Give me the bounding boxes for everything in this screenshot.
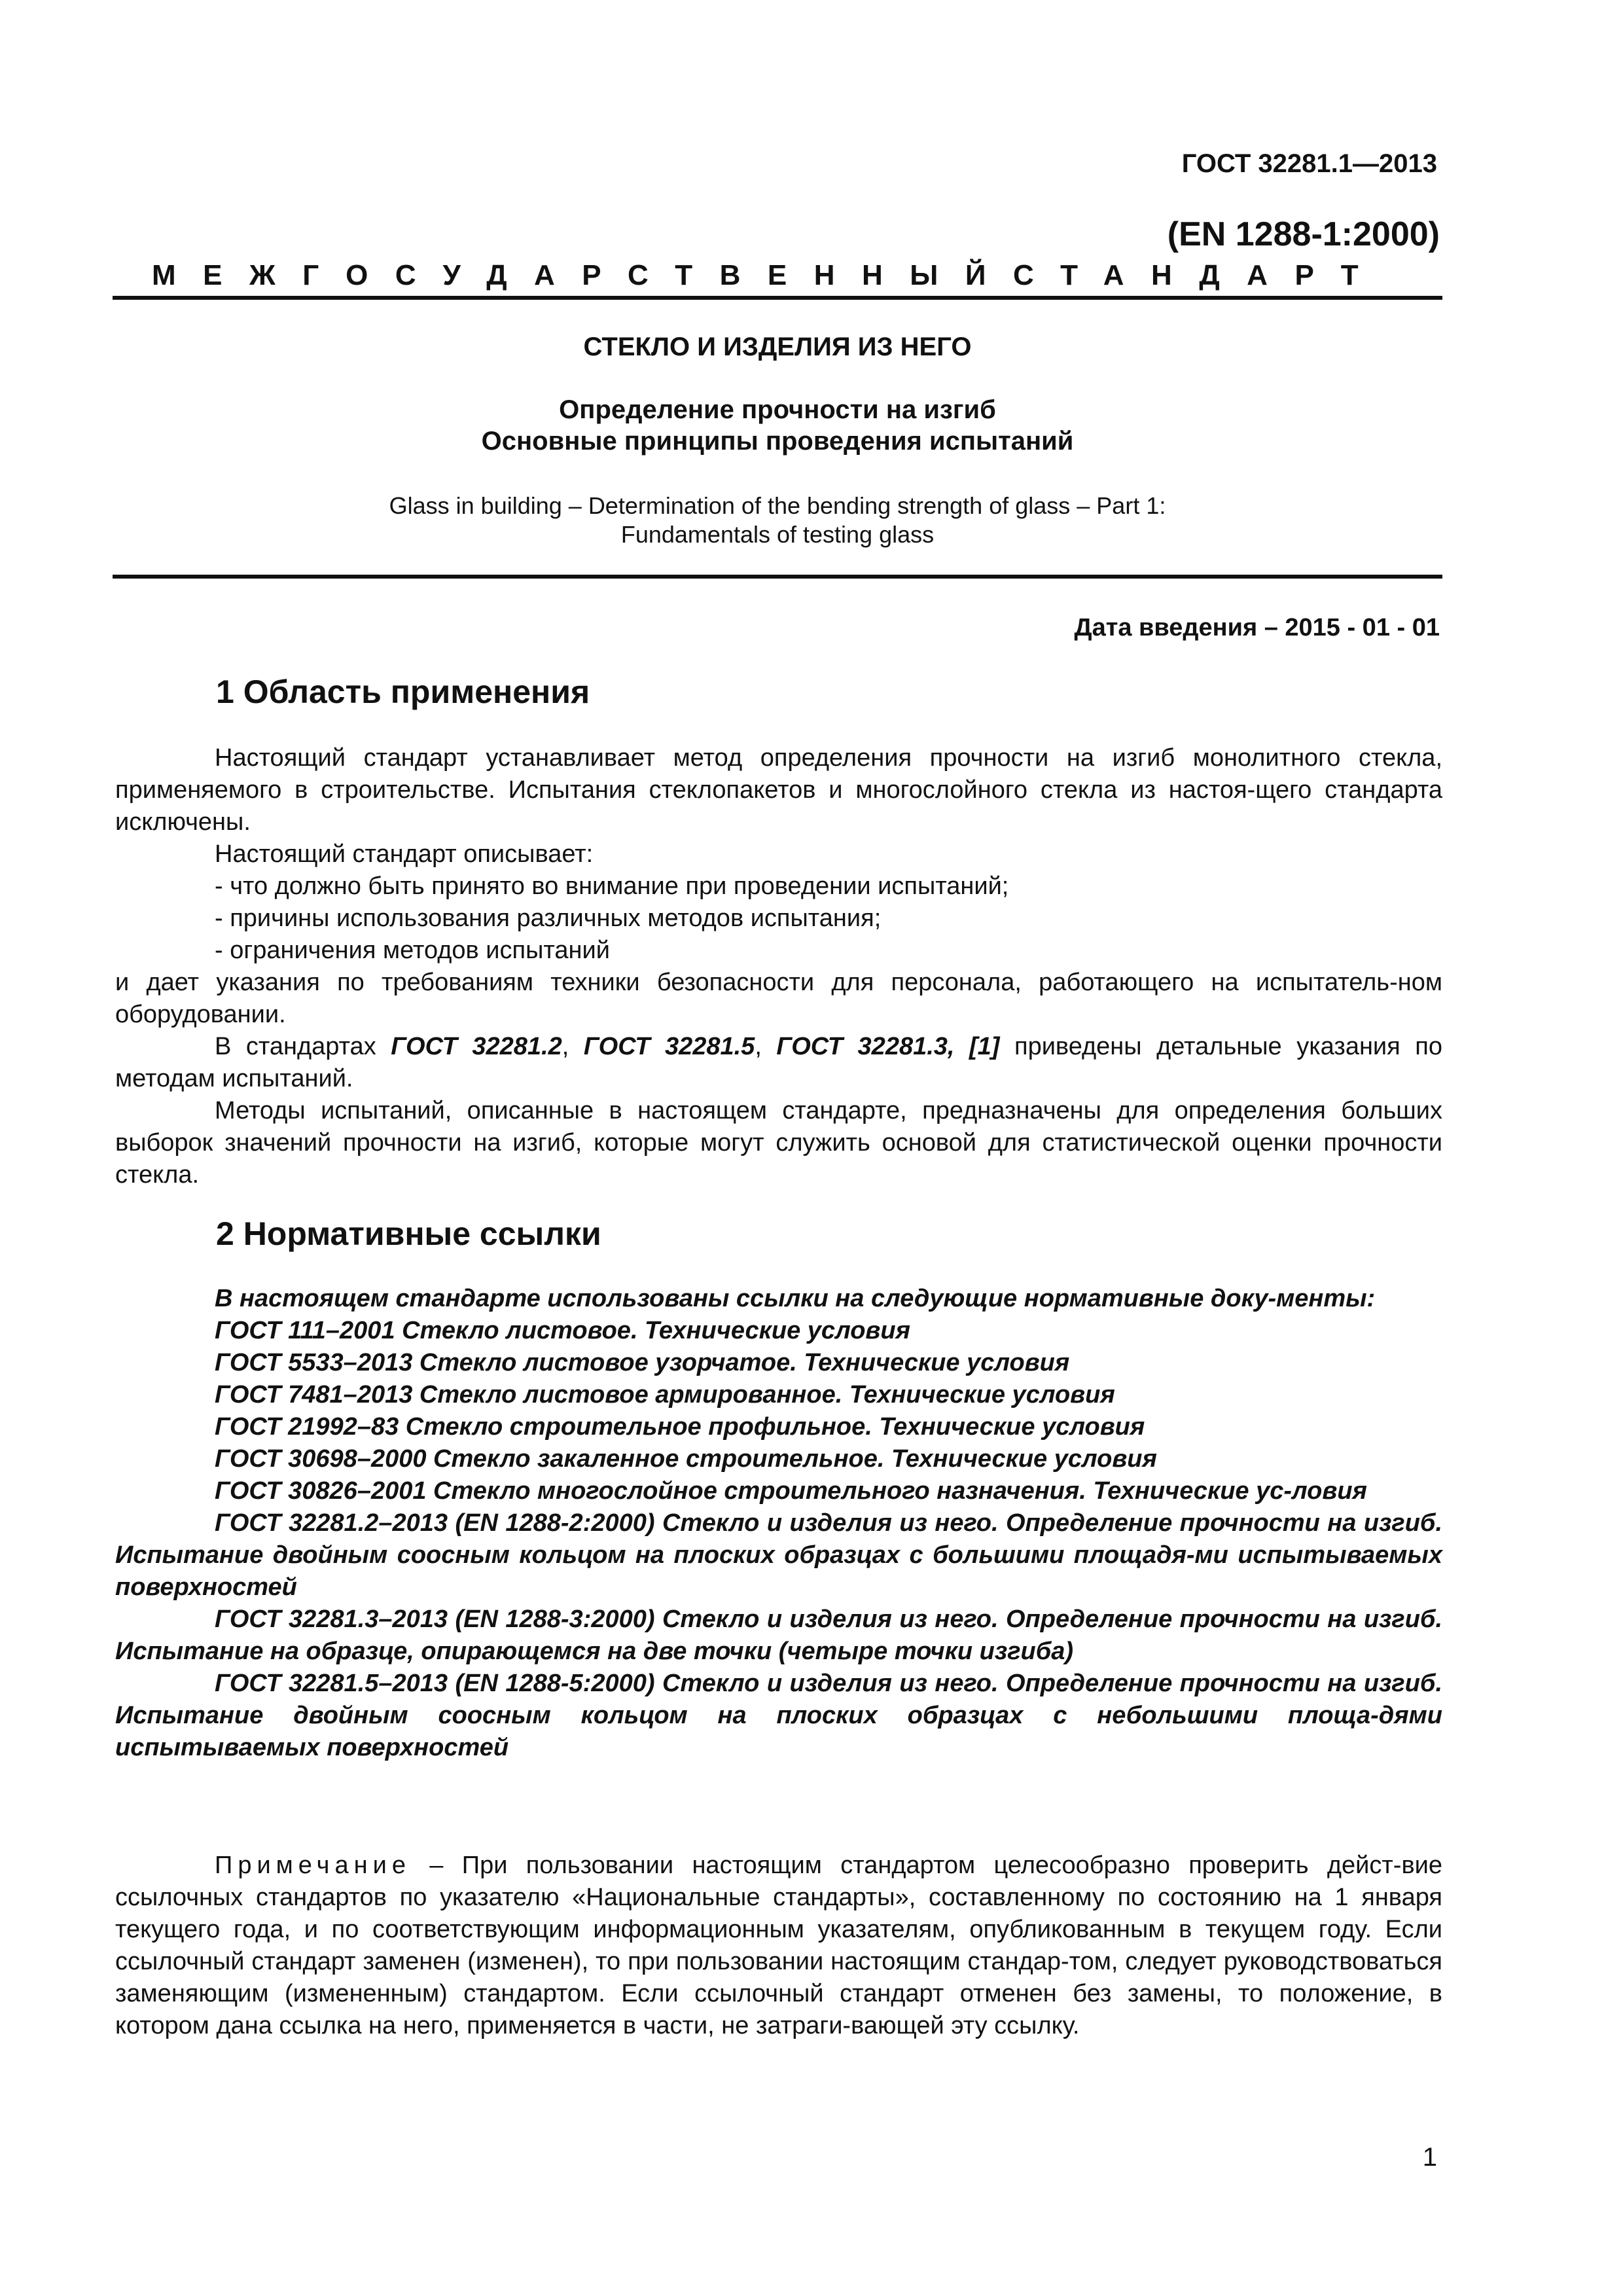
text: В стандартах	[215, 1033, 391, 1060]
section-1-heading: 1 Область применения	[216, 673, 590, 710]
reference-item: ГОСТ 111–2001 Стекло листовое. Технические условия	[215, 1317, 910, 1344]
subtitle-2: Основные принципы проведения испытаний	[481, 427, 1074, 456]
section-1-body	[115, 742, 1442, 1191]
reference-item: ГОСТ 7481–2013 Стекло листовое армированное. Технические условия	[215, 1381, 1115, 1408]
normative-references-list	[115, 1283, 1442, 1764]
standard-reference: ГОСТ 32281.2	[391, 1033, 562, 1060]
reference-item: ГОСТ 32281.3–2013 (EN 1288-3:2000) Стекло и изделия из него. Определение прочности на изгиб. Испытание на образце, опирающемся на две точки (четыре точки изгиба)	[115, 1605, 1442, 1665]
reference-item: ГОСТ 5533–2013 Стекло листовое узорчатое. Технические условия	[215, 1349, 1070, 1376]
note-paragraph	[115, 1850, 1442, 2042]
reference-item: ГОСТ 32281.5–2013 (EN 1288-5:2000) Стекло и изделия из него. Определение прочности на изгиб. Испытание двойным соосным кольцом на плоских образцах с небольшими площа-дями испытываемых поверхностей	[115, 1670, 1442, 1761]
main-title: СТЕКЛО И ИЗДЕЛИЯ ИЗ НЕГО	[583, 332, 972, 361]
text: ,	[755, 1033, 777, 1060]
en-equivalent-number: (EN 1288-1:2000)	[1167, 215, 1440, 253]
subtitle-1: Определение прочности на изгиб	[559, 395, 996, 424]
english-title-line-2: Fundamentals of testing glass	[620, 521, 935, 548]
text: приведены детальные указания по методам испытаний.	[115, 1033, 1442, 1092]
note-label: Примечание	[215, 1852, 411, 1879]
paragraph-references	[115, 1031, 1442, 1095]
note-text: – При пользовании настоящим стандартом целесообразно проверить дейст-вие ссылочных стандартов по указателю «Национальные стандарты», составленному по состоянию на 1 января текущего года, и по соответствующим информационным указателям, опубликованным в текущем году. Если ссылочный стандарт заменен (изменен), то при пользовании настоящим стандар-том, следует руководствоваться заменяющим (измененным) стандартом. Если ссылочный стандарт отменен без замены, то положение, в котором дана ссылка на него, применяется в части, не затраги-вающей эту ссылку.	[115, 1852, 1442, 2039]
paragraph: и дает указания по требованиям техники безопасности для персонала, работающего на испытатель-ном оборудовании.	[115, 969, 1442, 1028]
reference-item: ГОСТ 30826–2001 Стекло многослойное строительного назначения. Технические ус-ловия	[215, 1477, 1367, 1505]
paragraph: Настоящий стандарт описывает:	[215, 840, 594, 868]
document-number: ГОСТ 32281.1—2013	[1181, 149, 1437, 178]
standard-reference: ГОСТ 32281.5	[583, 1033, 755, 1060]
list-item: - ограничения методов испытаний	[215, 937, 610, 964]
list-item: - причины использования различных методов испытания;	[215, 905, 882, 932]
standard-reference: ГОСТ 32281.3, [1]	[776, 1033, 1000, 1060]
reference-item: ГОСТ 32281.2–2013 (EN 1288-2:2000) Стекло и изделия из него. Определение прочности на изгиб. Испытание двойным соосным кольцом на плоских образцах с большими площадя-ми испытываемых поверхностей	[115, 1509, 1442, 1601]
paragraph: Настоящий стандарт устанавливает метод определения прочности на изгиб монолитного стекла, применяемого в строительстве. Испытания стеклопакетов и многослойного стекла из настоя-щего стандарта исключены.	[115, 744, 1442, 836]
reference-item: ГОСТ 30698–2000 Стекло закаленное строительное. Технические условия	[215, 1445, 1157, 1473]
title-divider	[113, 575, 1442, 579]
page-number: 1	[1422, 2143, 1437, 2172]
list-item: - что должно быть принято во внимание при проведении испытаний;	[215, 872, 1009, 900]
reference-item: ГОСТ 21992–83 Стекло строительное профильное. Технические условия	[215, 1413, 1145, 1441]
banner-word-1: МЕЖГОСУДАРСТВЕННЫЙ	[152, 259, 1013, 291]
paragraph: Методы испытаний, описанные в настоящем стандарте, предназначены для определения больших выборок значений прочности на изгиб, которые могут служить основой для статистической оценки прочности стекла.	[115, 1097, 1442, 1189]
text: ,	[562, 1033, 584, 1060]
english-title-line-1: Glass in building – Determination of the bending strength of glass – Part 1:	[389, 492, 1166, 519]
introduction-date: Дата введения – 2015 - 01 - 01	[1074, 614, 1440, 641]
interstate-standard-banner	[152, 259, 1386, 292]
top-divider	[113, 296, 1442, 300]
banner-word-2: СТАНДАРТ	[1013, 259, 1386, 291]
references-intro: В настоящем стандарте использованы ссылки на следующие нормативные доку-менты:	[215, 1285, 1376, 1312]
section-2-heading: 2 Нормативные ссылки	[216, 1215, 601, 1252]
note	[115, 1850, 1442, 2042]
